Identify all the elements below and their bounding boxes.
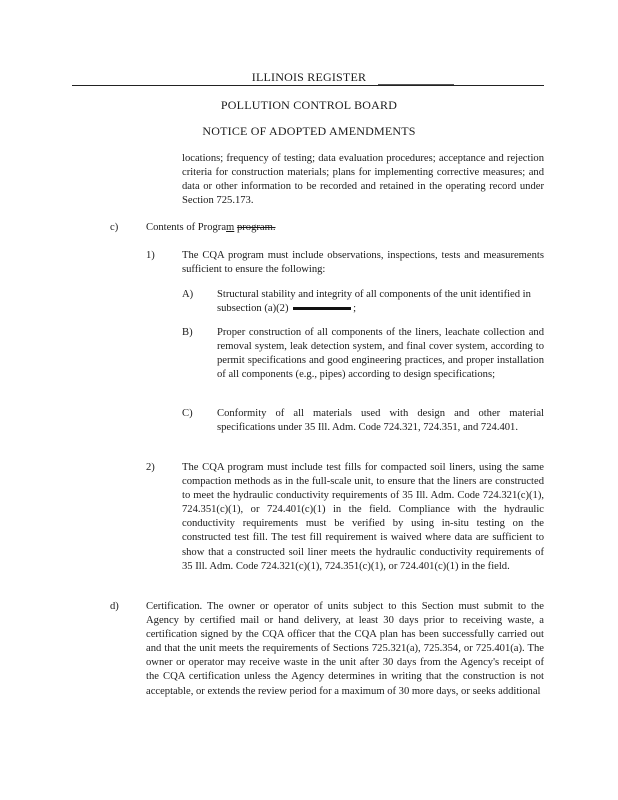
redaction-mark bbox=[293, 307, 351, 310]
heading-inserted-text: m bbox=[226, 222, 235, 233]
header-rule-accent bbox=[378, 84, 454, 85]
item-c-text: Conformity of all materials used with design and other material specifications under 35 Ill. Adm. Code 724.321, 724.351, and 724.401. bbox=[217, 408, 544, 434]
item-a-label: A) bbox=[182, 289, 194, 300]
item-a-text bbox=[217, 288, 544, 316]
item-b-label: B) bbox=[182, 327, 193, 338]
board-title: POLLUTION CONTROL BOARD bbox=[220, 98, 398, 112]
item-2-text: The CQA program must include test fills for compacted soil liners, using the same compaction methods as in the full-scale unit, to ensure that the liners are constructed to meet the hydraulic conductivity requirements of 35 Ill. Adm. Code 724.321(c)(1), 724.351(c)(1), or 724.401(c)(1) in the field. Compliance with the hydraulic conductivity requirements must be verified by using in-situ testing on the constructed test fill. The test fill requirement is waived where data are sufficient to show that a constructed soil liner meets the hydraulic conductivity requirements of 35 Ill. Adm. Code 724.321(c)(1), 724.351(c)(1), or 724.401(c)(1) in the field. bbox=[182, 462, 544, 572]
item-b-text: Proper construction of all components of the liners, leachate collection and removal system, leak detection system, and final cover system, according to permit specifications and good engineering practices, and proper installation of all components (e.g., pipes) according to design specifications; bbox=[217, 327, 544, 381]
heading-kept-text: Contents of Progra bbox=[146, 222, 227, 233]
item-1-label: 1) bbox=[146, 250, 155, 261]
section-c-heading bbox=[146, 221, 446, 235]
intro-paragraph: locations; frequency of testing; data evaluation procedures; acceptance and rejection criteria for construction materials; plans for implementing corrective measures; and data or other information to be recorded and retained in the operating record under Section 725.173. bbox=[182, 153, 544, 207]
item-c-label: C) bbox=[182, 408, 193, 419]
register-header: ILLINOIS REGISTER bbox=[251, 70, 367, 84]
item-2-label: 2) bbox=[146, 462, 155, 473]
notice-title: NOTICE OF ADOPTED AMENDMENTS bbox=[202, 124, 416, 138]
item-1-text: The CQA program must include observations, inspections, tests and measurements sufficient to ensure the following: bbox=[182, 250, 544, 276]
heading-struck-text: program. bbox=[236, 222, 276, 233]
section-d-text: Certification. The owner or operator of units subject to this Section must submit to the Agency by certified mail or hand delivery, at least 30 days prior to receiving waste, a certification signed by the CQA officer that the CQA plan has been successfully carried out and that the unit meets the requirements of Sections 725.321(a), 725.354, or 725.401(a). The owner or operator may receive waste in the unit after 30 days from the Agency's receipt of the CQA certification unless the Agency determines in writing that the construction is not acceptable, or extends the review period for a maximum of 30 more days, or seeks additional bbox=[146, 601, 544, 697]
section-c-label: c) bbox=[110, 222, 119, 233]
section-d-label: d) bbox=[110, 601, 119, 612]
item-a-end: ; bbox=[353, 303, 357, 315]
item-a-main: Structural stability and integrity of all components of the unit identified in subsection (a)(2) bbox=[217, 289, 531, 315]
header-rule bbox=[72, 85, 544, 86]
